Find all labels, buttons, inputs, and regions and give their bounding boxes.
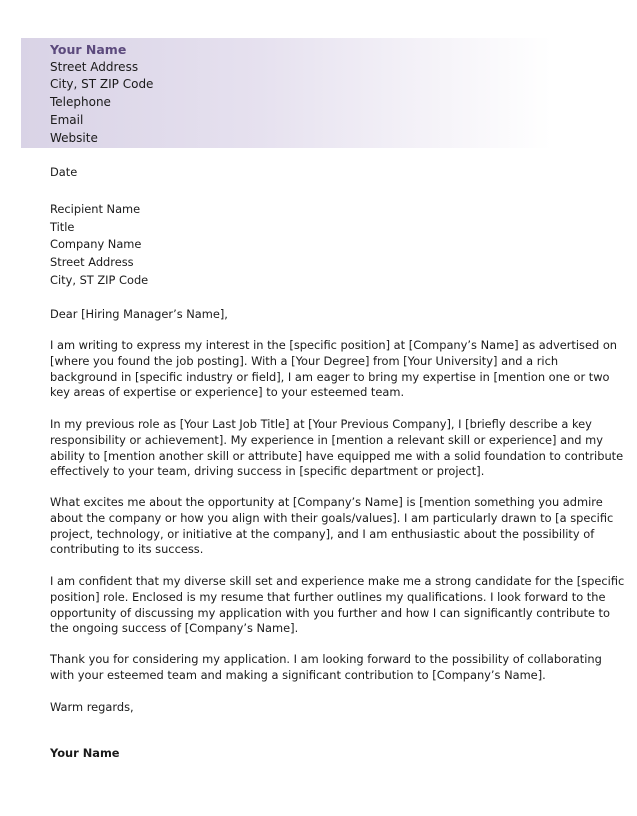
letter-date: Date <box>50 165 78 179</box>
paragraph-line: position] role. Enclosed is my resume that further outlines my qualifications. I look forward to the <box>50 589 606 604</box>
recipient-name: Recipient Name <box>50 202 141 216</box>
paragraph-2 <box>50 417 624 480</box>
sender-email: Email <box>50 112 84 127</box>
paragraph-3 <box>50 495 614 558</box>
signature-name: Your Name <box>50 746 120 760</box>
sender-name: Your Name <box>50 42 127 57</box>
paragraph-line: background in [specific industry or field], I am eager to bring my expertise in [mention one or two <box>50 369 610 384</box>
sender-telephone: Telephone <box>50 95 111 110</box>
sender-website: Website <box>50 130 98 145</box>
paragraph-line: key areas of expertise or experience] to your esteemed team. <box>50 385 405 400</box>
paragraph-line: with your esteemed team and making a significant contribution to [Company’s Name]. <box>50 667 546 682</box>
paragraph-4 <box>50 574 625 637</box>
recipient-title: Title <box>50 219 75 234</box>
closing: Warm regards, <box>50 700 134 714</box>
paragraph-line: In my previous role as [Your Last Job Title] at [Your Previous Company], I [briefly describe a key <box>50 417 592 431</box>
paragraph-line: [where you found the job posting]. With a [Your Degree] from [Your University] and a rich <box>50 353 559 368</box>
paragraph-5 <box>50 652 602 684</box>
recipient-block <box>50 201 148 290</box>
recipient-street: Street Address <box>50 255 134 270</box>
paragraph-line: ability to [mention another skill or attribute] have equipped me with a solid foundation to contribute <box>50 448 624 463</box>
paragraph-line: Thank you for considering my application. I am looking forward to the possibility of collaborating <box>50 652 602 666</box>
paragraph-line: I am writing to express my interest in the [specific position] at [Company’s Name] as advertised on <box>50 338 618 352</box>
paragraph-line: effectively to your team, driving success in [specific department or project]. <box>50 464 485 479</box>
recipient-city: City, ST ZIP Code <box>50 272 149 287</box>
salutation: Dear [Hiring Manager’s Name], <box>50 307 228 321</box>
sender-street: Street Address <box>50 59 139 74</box>
sender-block <box>50 41 153 147</box>
paragraph-line: opportunity of discussing my application with you further and how I can significantly contribute to <box>50 605 610 620</box>
paragraph-1 <box>50 338 618 401</box>
recipient-company: Company Name <box>50 237 142 252</box>
paragraph-line: responsibility or achievement]. My experience in [mention a relevant skill or experience] and my <box>50 432 603 447</box>
paragraph-line: about the company or how you align with their goals/values]. I am particularly drawn to [a specific <box>50 510 614 525</box>
paragraph-line: project, technology, or initiative at the company], and I am enthusiastic about the possibility of <box>50 526 595 541</box>
paragraph-line: I am confident that my diverse skill set and experience make me a strong candidate for the [specific <box>50 574 625 588</box>
paragraph-line: contributing to its success. <box>50 542 204 557</box>
paragraph-line: the ongoing success of [Company’s Name]. <box>50 621 299 636</box>
sender-city: City, ST ZIP Code <box>50 77 154 92</box>
paragraph-line: What excites me about the opportunity at [Company’s Name] is [mention something you admire <box>50 495 603 509</box>
